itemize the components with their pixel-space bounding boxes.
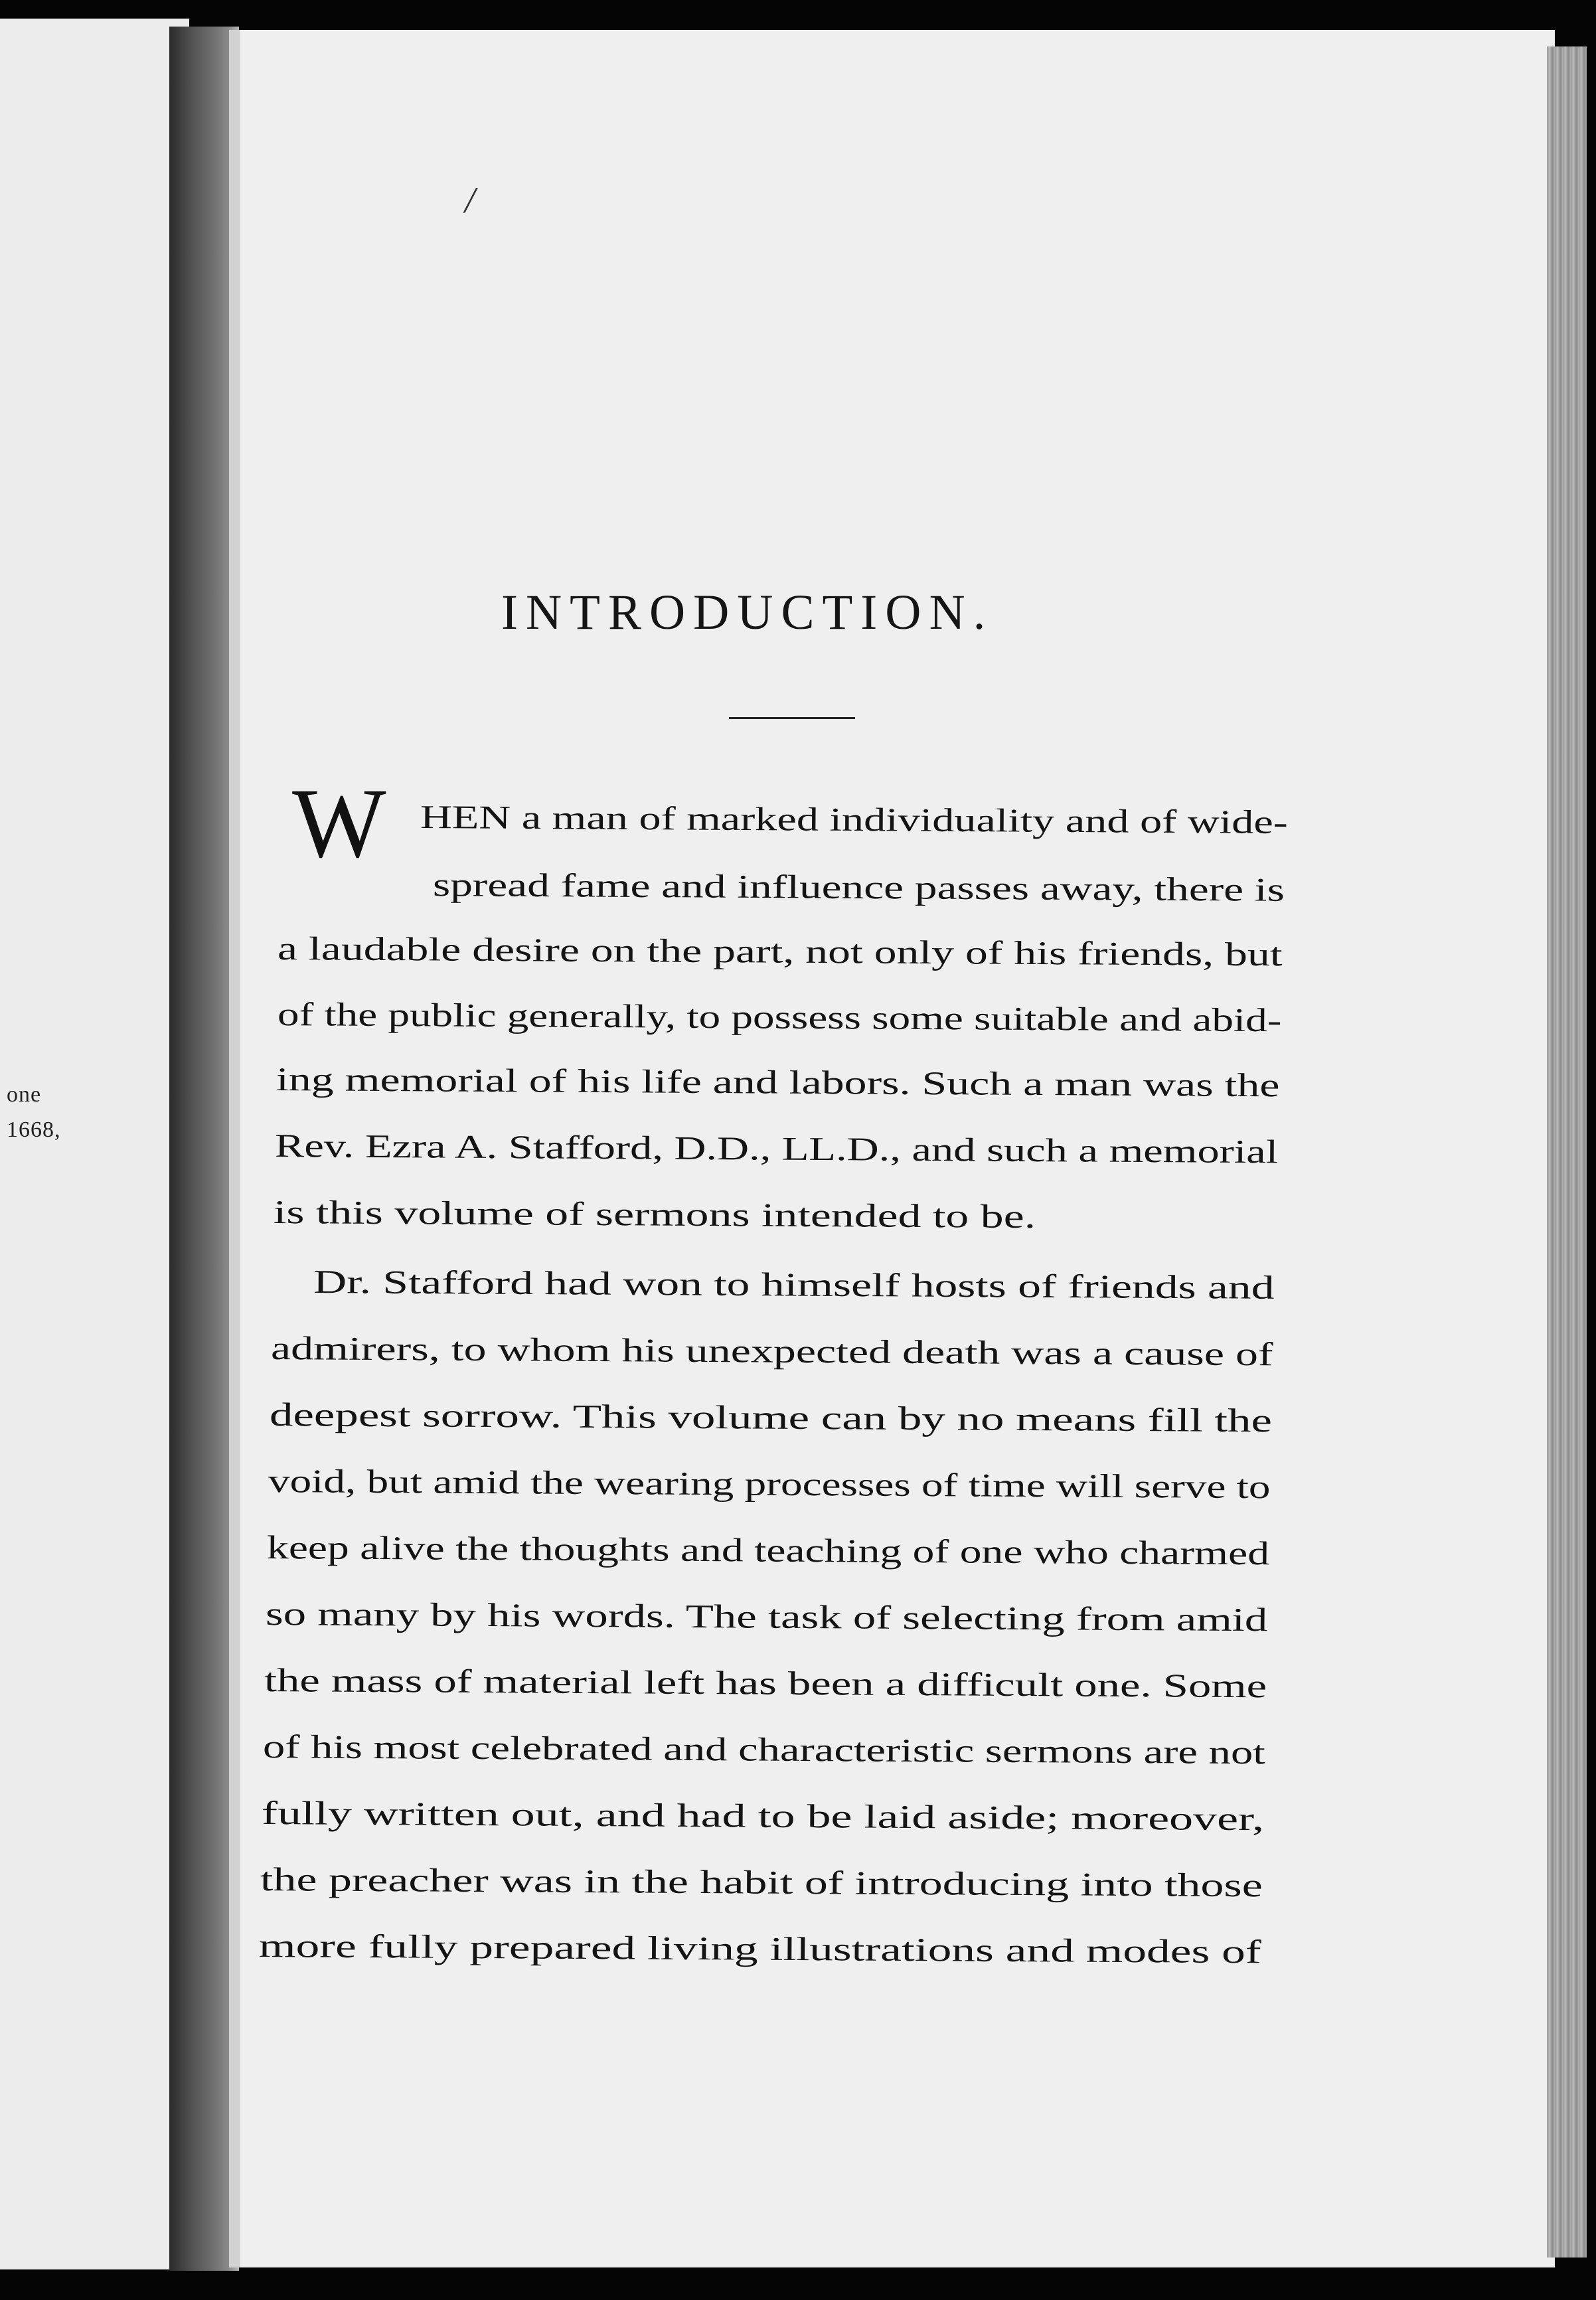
text-line: admirers, to whom his unexpected death was a cause of — [270, 1329, 1273, 1373]
text-line: of his most celebrated and characteristic sermons are not — [262, 1728, 1265, 1771]
text-line: a laudable desire on the part, not only of his friends, but — [277, 930, 1283, 973]
text-line: void, but amid the wearing processes of time will serve to — [268, 1462, 1271, 1506]
text-line: deepest sorrow. This volume can by no means fill the — [269, 1396, 1273, 1439]
text-line: keep alive the thoughts and teaching of one who charmed — [266, 1528, 1270, 1572]
text-line: is this volume of sermons intended to be. — [273, 1193, 1036, 1236]
text-line: Dr. Stafford had won to himself hosts of friends and — [313, 1263, 1275, 1306]
text-line: the preacher was in the habit of introducing into those — [260, 1860, 1263, 1904]
text-line: Rev. Ezra A. Stafford, D.D., LL.D., and such a memorial — [274, 1127, 1279, 1171]
ink-mark: / — [465, 180, 475, 221]
title-rule — [729, 717, 855, 719]
text-line: HEN a man of marked individuality and of wide- — [420, 798, 1288, 841]
page-block-edge — [1547, 46, 1587, 2258]
text-line: so many by his words. The task of selecting from amid — [265, 1595, 1268, 1639]
facing-page — [0, 19, 189, 2269]
drop-cap: W — [292, 768, 386, 878]
page-title: INTRODUCTION. — [501, 585, 994, 640]
text-line: ing memorial of his life and labors. Such a man was the — [276, 1060, 1280, 1104]
text-line: of the public generally, to possess some suitable and abid- — [277, 995, 1282, 1039]
text-line: fully written out, and had to be laid aside; moreover, — [261, 1794, 1265, 1838]
text-line: spread fame and influence passes away, there is — [432, 866, 1285, 908]
text-line: the mass of material left has been a difficult one. Some — [264, 1661, 1267, 1705]
facing-page-fragment: one — [7, 1082, 42, 1107]
facing-page-fragment: 1668, — [7, 1117, 61, 1142]
text-line: more fully prepared living illustrations and modes of — [258, 1927, 1261, 1971]
